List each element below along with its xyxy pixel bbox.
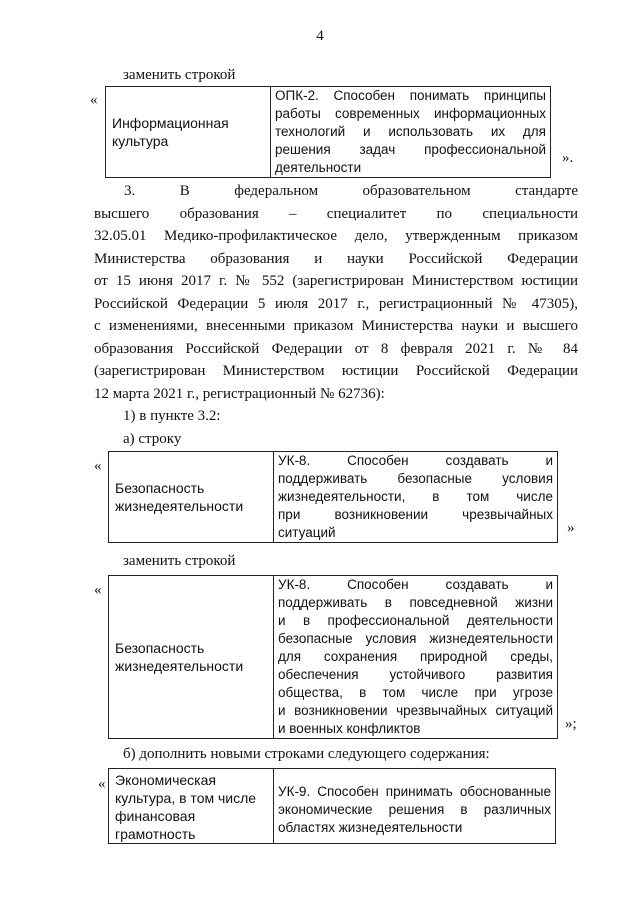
table2-right-cell bbox=[274, 452, 558, 543]
item-b: б) дополнить новыми строками следующего содержания: bbox=[123, 746, 490, 762]
competency-table-1 bbox=[105, 86, 551, 178]
table1-line: работы современных информационных bbox=[275, 106, 546, 121]
table4-line: экономические решения в различных bbox=[278, 802, 551, 817]
table1-right-cell bbox=[271, 87, 551, 178]
item-a: а) строку bbox=[123, 431, 182, 447]
table3-line: обеспечения устойчивого развития bbox=[278, 667, 553, 682]
table4-line: УК-9. Способен принимать обоснованные bbox=[278, 784, 551, 799]
p3-line: 12 марта 2021 г., регистрационный № 62736): bbox=[94, 385, 385, 402]
open-quote-4: « bbox=[98, 776, 106, 792]
table2-left-cell: Безопасность жизнедеятельности bbox=[109, 452, 274, 543]
table3-right-cell bbox=[274, 576, 558, 739]
close-quote-1: ». bbox=[562, 150, 574, 166]
p3-line: (зарегистрирован Министерством юстиции Российской Федерации bbox=[94, 363, 578, 379]
table2-line: жизнедеятельности, в том числе bbox=[278, 489, 553, 504]
table1-line: технологий и использовать их для bbox=[275, 124, 546, 139]
table3-line: и возникновении чрезвычайных ситуаций bbox=[278, 703, 553, 718]
open-quote-3: « bbox=[94, 582, 102, 598]
p3-line: Министерства образования и науки Российской Федерации bbox=[94, 250, 578, 267]
table4-line: областях жизнедеятельности bbox=[278, 820, 463, 835]
page-number: 4 bbox=[316, 28, 324, 44]
table3-left-cell: Безопасность жизнедеятельности bbox=[109, 576, 274, 739]
p3-line: 32.05.01 Медико-профилактическое дело, утвержденным приказом bbox=[94, 228, 578, 244]
table3-line: безопасные условия жизнедеятельности bbox=[278, 631, 553, 646]
table2-line: ситуаций bbox=[278, 525, 336, 540]
replace-intro-2: заменить строкой bbox=[123, 553, 236, 569]
table3-line: и в профессиональной деятельности bbox=[278, 613, 553, 628]
table1-line: деятельности bbox=[275, 160, 362, 175]
p3-line: 3. В федеральном образовательном стандарте bbox=[124, 183, 578, 199]
table4-left-cell: Экономическая культура, в том числе финансовая грамотность bbox=[109, 769, 274, 844]
open-quote-2: « bbox=[94, 458, 102, 474]
table3-line: общества, в том числе при угрозе bbox=[278, 685, 553, 700]
p3-line: образования Российской Федерации от 8 февраля 2021 г. № 84 bbox=[94, 340, 578, 357]
item-1: 1) в пункте 3.2: bbox=[123, 408, 221, 424]
table3-line: и военных конфликтов bbox=[278, 721, 421, 736]
paragraph-3 bbox=[94, 180, 578, 405]
table2-line: при возникновении чрезвычайных bbox=[278, 507, 553, 522]
table3-line: поддерживать в повседневной жизни bbox=[278, 595, 553, 610]
table3-line: УК-8. Способен создавать и bbox=[278, 577, 553, 592]
competency-table-4 bbox=[108, 768, 556, 844]
close-quote-2: » bbox=[567, 520, 575, 536]
close-quote-3: »; bbox=[565, 716, 577, 732]
table1-line: ОПК-2. Способен понимать принципы bbox=[275, 88, 546, 103]
table2-line: поддерживать безопасные условия bbox=[278, 471, 553, 486]
table3-line: для сохранения природной среды, bbox=[278, 649, 553, 664]
p3-line: от 15 июня 2017 г. № 552 (зарегистрирован Министерством юстиции bbox=[94, 273, 578, 289]
competency-table-2 bbox=[108, 451, 558, 543]
replace-intro-1: заменить строкой bbox=[123, 67, 236, 83]
p3-line: высшего образования – специалитет по специальности bbox=[94, 205, 578, 222]
table1-left-cell: Информационная культура bbox=[106, 87, 271, 178]
p3-line: с изменениями, внесенными приказом Министерства науки и высшего bbox=[94, 318, 578, 334]
table1-line: решения задач профессиональной bbox=[275, 142, 546, 157]
table2-line: УК-8. Способен создавать и bbox=[278, 453, 553, 468]
open-quote-1: « bbox=[90, 92, 98, 108]
competency-table-3 bbox=[108, 575, 558, 739]
p3-line: Российской Федерации 5 июля 2017 г., регистрационный № 47305), bbox=[94, 295, 578, 312]
table4-right-cell bbox=[274, 769, 556, 844]
